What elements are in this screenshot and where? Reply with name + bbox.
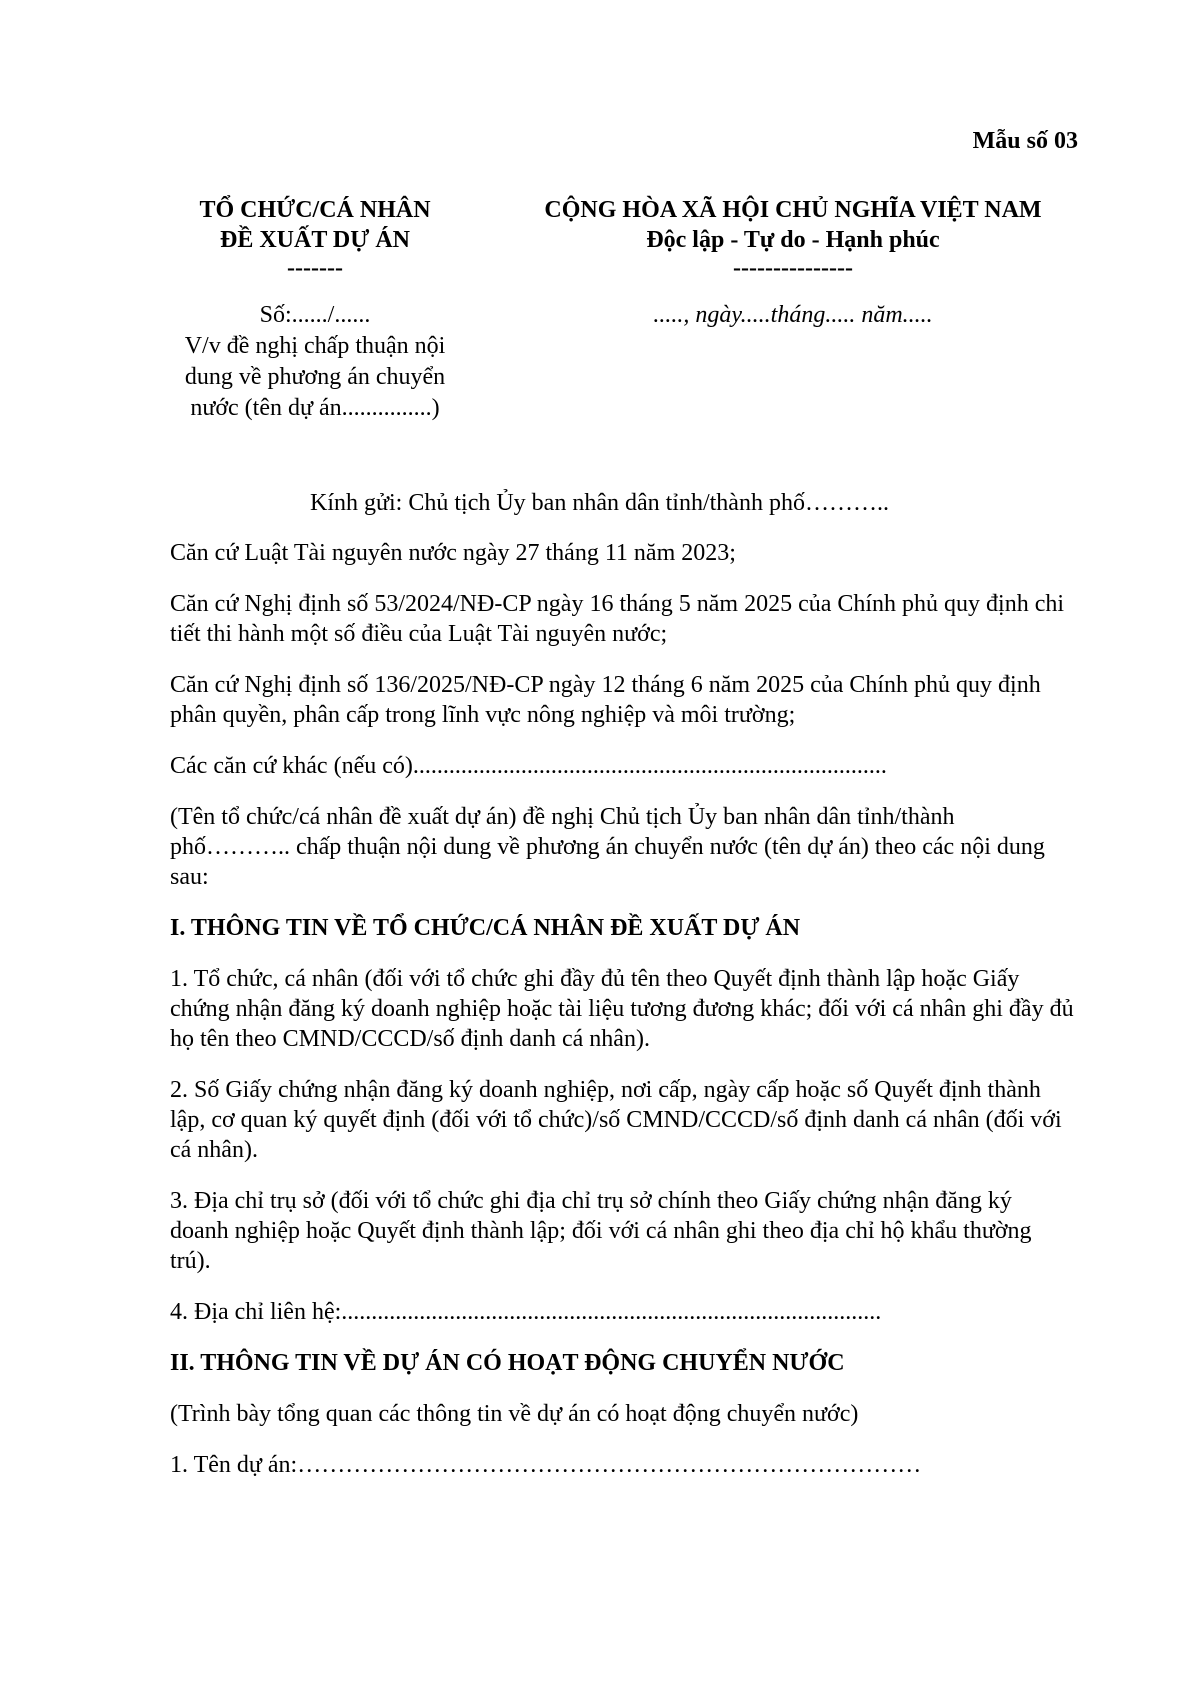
- legal-basis-3: Căn cứ Nghị định số 136/2025/NĐ-CP ngày 12 tháng 6 năm 2025 của Chính phủ quy định phân quyền, phân cấp trong lĩnh vực nông nghiệp và môi trường;: [170, 672, 1041, 728]
- section-2-intro: (Trình bày tổng quan các thông tin về dự án có hoạt động chuyển nước): [170, 1401, 859, 1427]
- sender-divider: -------: [287, 255, 343, 281]
- section-2-title: II. THÔNG TIN VỀ DỰ ÁN CÓ HOẠT ĐỘNG CHUYỂN NƯỚC: [170, 1350, 845, 1376]
- section-1-title: I. THÔNG TIN VỀ TỔ CHỨC/CÁ NHÂN ĐỀ XUẤT DỰ ÁN: [170, 915, 801, 941]
- legal-basis-2: Căn cứ Nghị định số 53/2024/NĐ-CP ngày 16 tháng 5 năm 2025 của Chính phủ quy định chi tiết thi hành một số điều của Luật Tài nguyên nước;: [170, 591, 1065, 647]
- sender-line-1: TỔ CHỨC/CÁ NHÂN: [199, 197, 431, 223]
- national-header: [498, 195, 1088, 281]
- national-title: CỘNG HÒA XÃ HỘI CHỦ NGHĨA VIỆT NAM: [544, 197, 1042, 223]
- document-body: [170, 488, 1075, 1501]
- legal-basis-1: Căn cứ Luật Tài nguyên nước ngày 27 tháng 11 năm 2023;: [170, 540, 736, 566]
- document-meta: [155, 300, 475, 424]
- national-motto: Độc lập - Tự do - Hạnh phúc: [646, 227, 940, 253]
- legal-basis-4: Các căn cứ khác (nếu có)...............................................................................: [170, 753, 887, 779]
- section-1-item-4: 4. Địa chỉ liên hệ:..........................................................................................: [170, 1299, 882, 1325]
- section-1-item-2: 2. Số Giấy chứng nhận đăng ký doanh nghiệp, nơi cấp, ngày cấp hoặc số Quyết định thành lập, cơ quan ký quyết định (đối với tổ chức)/số CMND/CCCD/số định danh cá nhân (đối với cá nhân).: [170, 1077, 1062, 1163]
- subject-line-2: dung về phương án chuyển: [184, 364, 446, 390]
- national-divider: ---------------: [733, 255, 853, 281]
- document-number: Số:....../......: [259, 302, 371, 328]
- section-1-item-3: 3. Địa chỉ trụ sở (đối với tổ chức ghi địa chỉ trụ sở chính theo Giấy chứng nhận đăng ký doanh nghiệp hoặc Quyết định thành lập; đối với cá nhân ghi theo địa chỉ hộ khẩu thường trú).: [170, 1188, 1032, 1274]
- sender-line-2: ĐỀ XUẤT DỰ ÁN: [219, 227, 410, 253]
- section-1-item-1: 1. Tổ chức, cá nhân (đối với tổ chức ghi đầy đủ tên theo Quyết định thành lập hoặc Giấy chứng nhận đăng ký doanh nghiệp hoặc tài liệu tương đương khác; đối với cá nhân ghi đầy đủ họ tên theo CMND/CCCD/số định danh cá nhân).: [170, 966, 1074, 1052]
- subject-line-1: V/v đề nghị chấp thuận nội: [184, 333, 446, 359]
- section-2-item-1: 1. Tên dự án:……………………………………………………………………: [170, 1452, 922, 1478]
- subject-line-3: nước (tên dự án...............): [190, 395, 440, 421]
- form-number: Mẫu số 03: [972, 128, 1078, 154]
- recipient: Kính gửi: Chủ tịch Ủy ban nhân dân tỉnh/thành phố………..: [310, 490, 889, 516]
- request-paragraph: (Tên tổ chức/cá nhân đề xuất dự án) đề nghị Chủ tịch Ủy ban nhân dân tỉnh/thành phố……….. chấp thuận nội dung về phương án chuyển nước (tên dự án) theo các nội dung sau:: [170, 804, 1045, 890]
- sender-header: [155, 195, 475, 281]
- date-line: ....., ngày.....tháng..... năm.....: [653, 302, 933, 328]
